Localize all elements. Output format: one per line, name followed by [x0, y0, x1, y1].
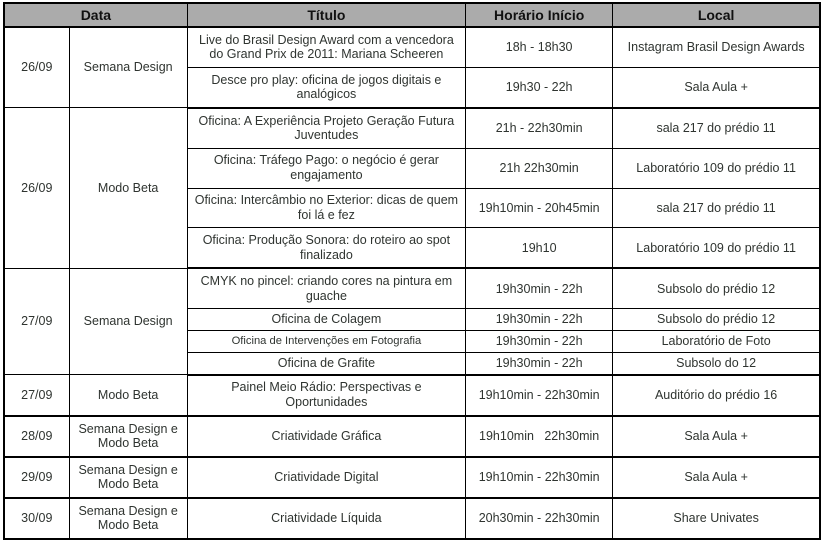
event-title: Oficina de Colagem: [187, 309, 465, 331]
event-start-time: 20h30min - 22h30min: [466, 498, 613, 539]
event-title: Criatividade Gráfica: [187, 416, 465, 457]
event-date: 29/09: [4, 457, 69, 498]
table-header: [4, 3, 820, 27]
event-location: Subsolo do prédio 12: [613, 268, 820, 308]
event-start-time: 21h - 22h30min: [466, 108, 613, 148]
event-start-time: 19h30min - 22h: [466, 309, 613, 331]
table-row: [4, 108, 820, 148]
event-title: CMYK no pincel: criando cores na pintura em guache: [187, 268, 465, 308]
event-date: 26/09: [4, 108, 69, 269]
event-location: Sala Aula +: [613, 457, 820, 498]
event-title: Oficina: Intercâmbio no Exterior: dicas de quem foi lá e fez: [187, 188, 465, 228]
event-date: 27/09: [4, 375, 69, 416]
event-start-time: 19h10min - 22h30min: [466, 457, 613, 498]
event-category: Semana Design e Modo Beta: [69, 457, 187, 498]
table-row: [4, 457, 820, 498]
event-location: Laboratório de Foto: [613, 331, 820, 353]
event-start-time: 19h30 - 22h: [466, 67, 613, 107]
event-title: Oficina: Produção Sonora: do roteiro ao spot finalizado: [187, 228, 465, 268]
event-start-time: 19h30min - 22h: [466, 331, 613, 353]
event-title: Painel Meio Rádio: Perspectivas e Oportunidades: [187, 375, 465, 416]
event-title: Oficina de Intervenções em Fotografia: [187, 331, 465, 353]
event-start-time: 19h10min - 22h30min: [466, 375, 613, 416]
header-row: [4, 3, 820, 27]
event-location: Sala Aula +: [613, 67, 820, 107]
column-header-title: Título: [187, 3, 465, 27]
event-category: Modo Beta: [69, 375, 187, 416]
column-header-local: Local: [613, 3, 820, 27]
event-location: Sala Aula +: [613, 416, 820, 457]
event-title: Live do Brasil Design Award com a vencedora do Grand Prix de 2011: Mariana Scheeren: [187, 27, 465, 67]
event-category: Semana Design: [69, 27, 187, 108]
event-location: sala 217 do prédio 11: [613, 188, 820, 228]
event-schedule-table: [3, 2, 821, 540]
table-body: [4, 27, 820, 539]
event-start-time: 21h 22h30min: [466, 148, 613, 188]
event-title: Criatividade Digital: [187, 457, 465, 498]
event-category: Modo Beta: [69, 108, 187, 269]
event-location: Instagram Brasil Design Awards: [613, 27, 820, 67]
event-start-time: 19h30min - 22h: [466, 268, 613, 308]
event-date: 26/09: [4, 27, 69, 108]
event-start-time: 19h10min 22h30min: [466, 416, 613, 457]
table-row: [4, 416, 820, 457]
column-header-time: Horário Início: [466, 3, 613, 27]
event-location: Laboratório 109 do prédio 11: [613, 228, 820, 268]
event-title: Oficina de Grafite: [187, 352, 465, 374]
event-date: 27/09: [4, 268, 69, 374]
event-location: Laboratório 109 do prédio 11: [613, 148, 820, 188]
event-title: Oficina: Tráfego Pago: o negócio é gerar engajamento: [187, 148, 465, 188]
event-date: 30/09: [4, 498, 69, 539]
table-row: [4, 27, 820, 67]
column-header-date: Data: [4, 3, 187, 27]
event-category: Semana Design e Modo Beta: [69, 498, 187, 539]
event-location: Auditório do prédio 16: [613, 375, 820, 416]
table-row: [4, 268, 820, 308]
table-row: [4, 375, 820, 416]
event-start-time: 19h10min - 20h45min: [466, 188, 613, 228]
event-category: Semana Design e Modo Beta: [69, 416, 187, 457]
event-date: 28/09: [4, 416, 69, 457]
event-location: Subsolo do prédio 12: [613, 309, 820, 331]
event-title: Oficina: A Experiência Projeto Geração Futura Juventudes: [187, 108, 465, 148]
event-start-time: 19h10: [466, 228, 613, 268]
event-start-time: 18h - 18h30: [466, 27, 613, 67]
event-location: sala 217 do prédio 11: [613, 108, 820, 148]
event-title: Desce pro play: oficina de jogos digitais e analógicos: [187, 67, 465, 107]
event-location: Subsolo do 12: [613, 352, 820, 374]
event-category: Semana Design: [69, 268, 187, 374]
table-row: [4, 498, 820, 539]
event-start-time: 19h30min - 22h: [466, 352, 613, 374]
event-title: Criatividade Líquida: [187, 498, 465, 539]
event-location: Share Univates: [613, 498, 820, 539]
